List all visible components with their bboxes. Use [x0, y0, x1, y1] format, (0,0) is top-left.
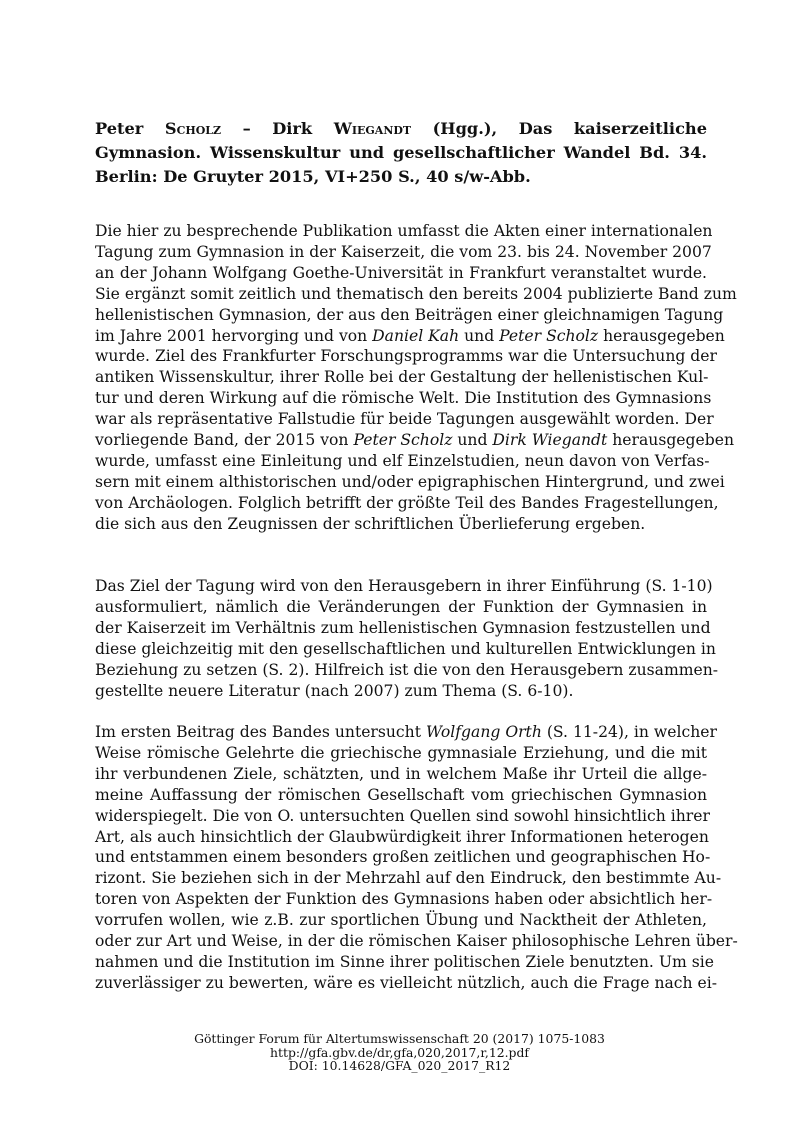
text-line: tur und deren Wirkung auf die römische Welt. Die Institution des Gymnasions [95, 389, 712, 408]
text-line: der Kaiserzeit im Verhältnis zum hellenistischen Gymnasion festzustellen und [95, 618, 711, 637]
text-line: antiken Wissenskultur, ihrer Rolle bei der Gestaltung der hellenistischen Kul- [95, 368, 709, 387]
paragraph-2 [95, 576, 719, 701]
text-segment: und [452, 431, 493, 450]
text-line [95, 430, 734, 451]
text-line [95, 722, 717, 743]
text-line: nahmen und die Institution im Sinne ihrer politischen Ziele benutzten. Um sie [95, 952, 714, 971]
footer-url: http://gfa.gbv.de/dr,gfa,020,2017,r,12.pdf [270, 1044, 529, 1060]
text-line: toren von Aspekten der Funktion des Gymnasions haben oder absichtlich her- [95, 890, 713, 909]
text-line: diese gleichzeitig mit den gesellschaftlichen und kulturellen Entwicklungen in [95, 639, 716, 658]
page-footer [0, 1032, 799, 1073]
paragraph-3 [95, 722, 738, 994]
italic-name: Dirk Wiegandt [492, 431, 608, 450]
text-line: wurde, umfasst eine Einleitung und elf Einzelstudien, neun davon von Verfas- [95, 451, 710, 470]
text-line: ausformuliert, nämlich die Veränderungen der Funktion der Gymnasien in [95, 597, 707, 616]
text-line: hellenistischen Gymnasion, der aus den Beiträgen einer gleichnamigen Tagung [95, 305, 724, 324]
text-line: vorrufen wollen, wie z.B. zur sportlichen Übung und Nacktheit der Athleten, [95, 911, 707, 930]
text-segment: Im ersten Beitrag des Bandes untersucht [95, 723, 426, 741]
text-line: Art, als auch hinsichtlich der Glaubwürdigkeit ihrer Informationen heterogen [95, 827, 709, 846]
text-line: zuverlässiger zu bewerten, wäre es vielleicht nützlich, auch die Frage nach ei- [95, 973, 717, 992]
italic-name: Peter Scholz [499, 326, 599, 345]
text-line: war als repräsentative Fallstudie für beide Tagungen ausgewählt worden. Der [95, 410, 714, 429]
text-line: meine Auffassung der römischen Gesellschaft vom griechischen Gymnasion [95, 785, 707, 804]
text-line: oder zur Art und Weise, in der die römischen Kaiser philosophische Lehren über- [95, 932, 738, 951]
text-line: Sie ergänzt somit zeitlich und thematisch den bereits 2004 publizierte Band zum [95, 284, 737, 303]
italic-name: Wolfgang Orth [425, 723, 542, 741]
text-line: und entstammen einem besonders großen zeitlichen und geographischen Ho- [95, 848, 711, 867]
text-segment: herausgegeben [598, 326, 725, 345]
italic-name: Daniel Kah [372, 326, 460, 345]
text-line: an der Johann Wolfgang Goethe-Universität in Frankfurt veranstaltet wurde. [95, 263, 707, 282]
text-line: von Archäologen. Folglich betrifft der größte Teil des Bandes Fragestellungen, [95, 493, 719, 512]
text-line: widerspiegelt. Die von O. untersuchten Quellen sind sowohl hinsichtlich ihrer [95, 806, 710, 825]
text-line: Beziehung zu setzen (S. 2). Hilfreich ist die von den Herausgebern zusammen- [95, 660, 719, 679]
text-line: die sich aus den Zeugnissen der schriftlichen Überlieferung ergeben. [95, 514, 646, 533]
author-wiegandt: Wiegandt [333, 119, 412, 138]
review-heading [95, 117, 707, 189]
heading-part2: – Dirk [221, 119, 334, 138]
footer-doi: DOI: 10.14628/GFA_020_2017_R12 [288, 1058, 511, 1074]
text-line: sern mit einem althistorischen und/oder epigraphischen Hintergrund, und zwei [95, 472, 725, 491]
text-line: Weise römische Gelehrte die griechische gymnasiale Erziehung, und die mit [95, 743, 707, 762]
author-scholz: Scholz [164, 119, 222, 138]
text-segment: (S. 11-24), in welcher [541, 723, 717, 741]
text-line: Tagung zum Gymnasion in der Kaiserzeit, die vom 23. bis 24. November 2007 [95, 242, 712, 261]
text-line: Die hier zu besprechende Publikation umfasst die Akten einer internationalen [95, 222, 713, 240]
heading-part1: Peter [95, 119, 165, 138]
italic-name: Peter Scholz [353, 431, 453, 450]
text-line: Das Ziel der Tagung wird von den Herausgebern in ihrer Einführung (S. 1-10) [95, 577, 713, 595]
text-segment: herausgegeben [607, 431, 734, 450]
footer-citation: Göttinger Forum für Altertumswissenschaft 20 (2017) 1075-1083 [194, 1031, 605, 1046]
text-line: gestellte neuere Literatur (nach 2007) zum Thema (S. 6-10). [95, 681, 574, 700]
text-line: ihr verbundenen Ziele, schätzten, und in welchem Maße ihr Urteil die allge- [95, 764, 707, 783]
paragraph-1 [95, 221, 737, 535]
text-segment: vorliegende Band, der 2015 von [95, 431, 354, 450]
text-segment: im Jahre 2001 hervorging und von [95, 326, 373, 345]
text-line: rizont. Sie beziehen sich in der Mehrzahl auf den Eindruck, den bestimmte Au- [95, 869, 722, 888]
text-line [95, 326, 725, 347]
heading-part3: (Hgg.), Das kaiserzeitliche Gymnasion. Wissenskultur und gesellschaftlicher Wandel Bd. 34. Berlin: De Gruyter 2015, VI+250 S., 40 s/w-Abb. [95, 119, 707, 186]
text-segment: und [459, 326, 500, 345]
text-line: wurde. Ziel des Frankfurter Forschungsprogramms war die Untersuchung der [95, 347, 717, 366]
